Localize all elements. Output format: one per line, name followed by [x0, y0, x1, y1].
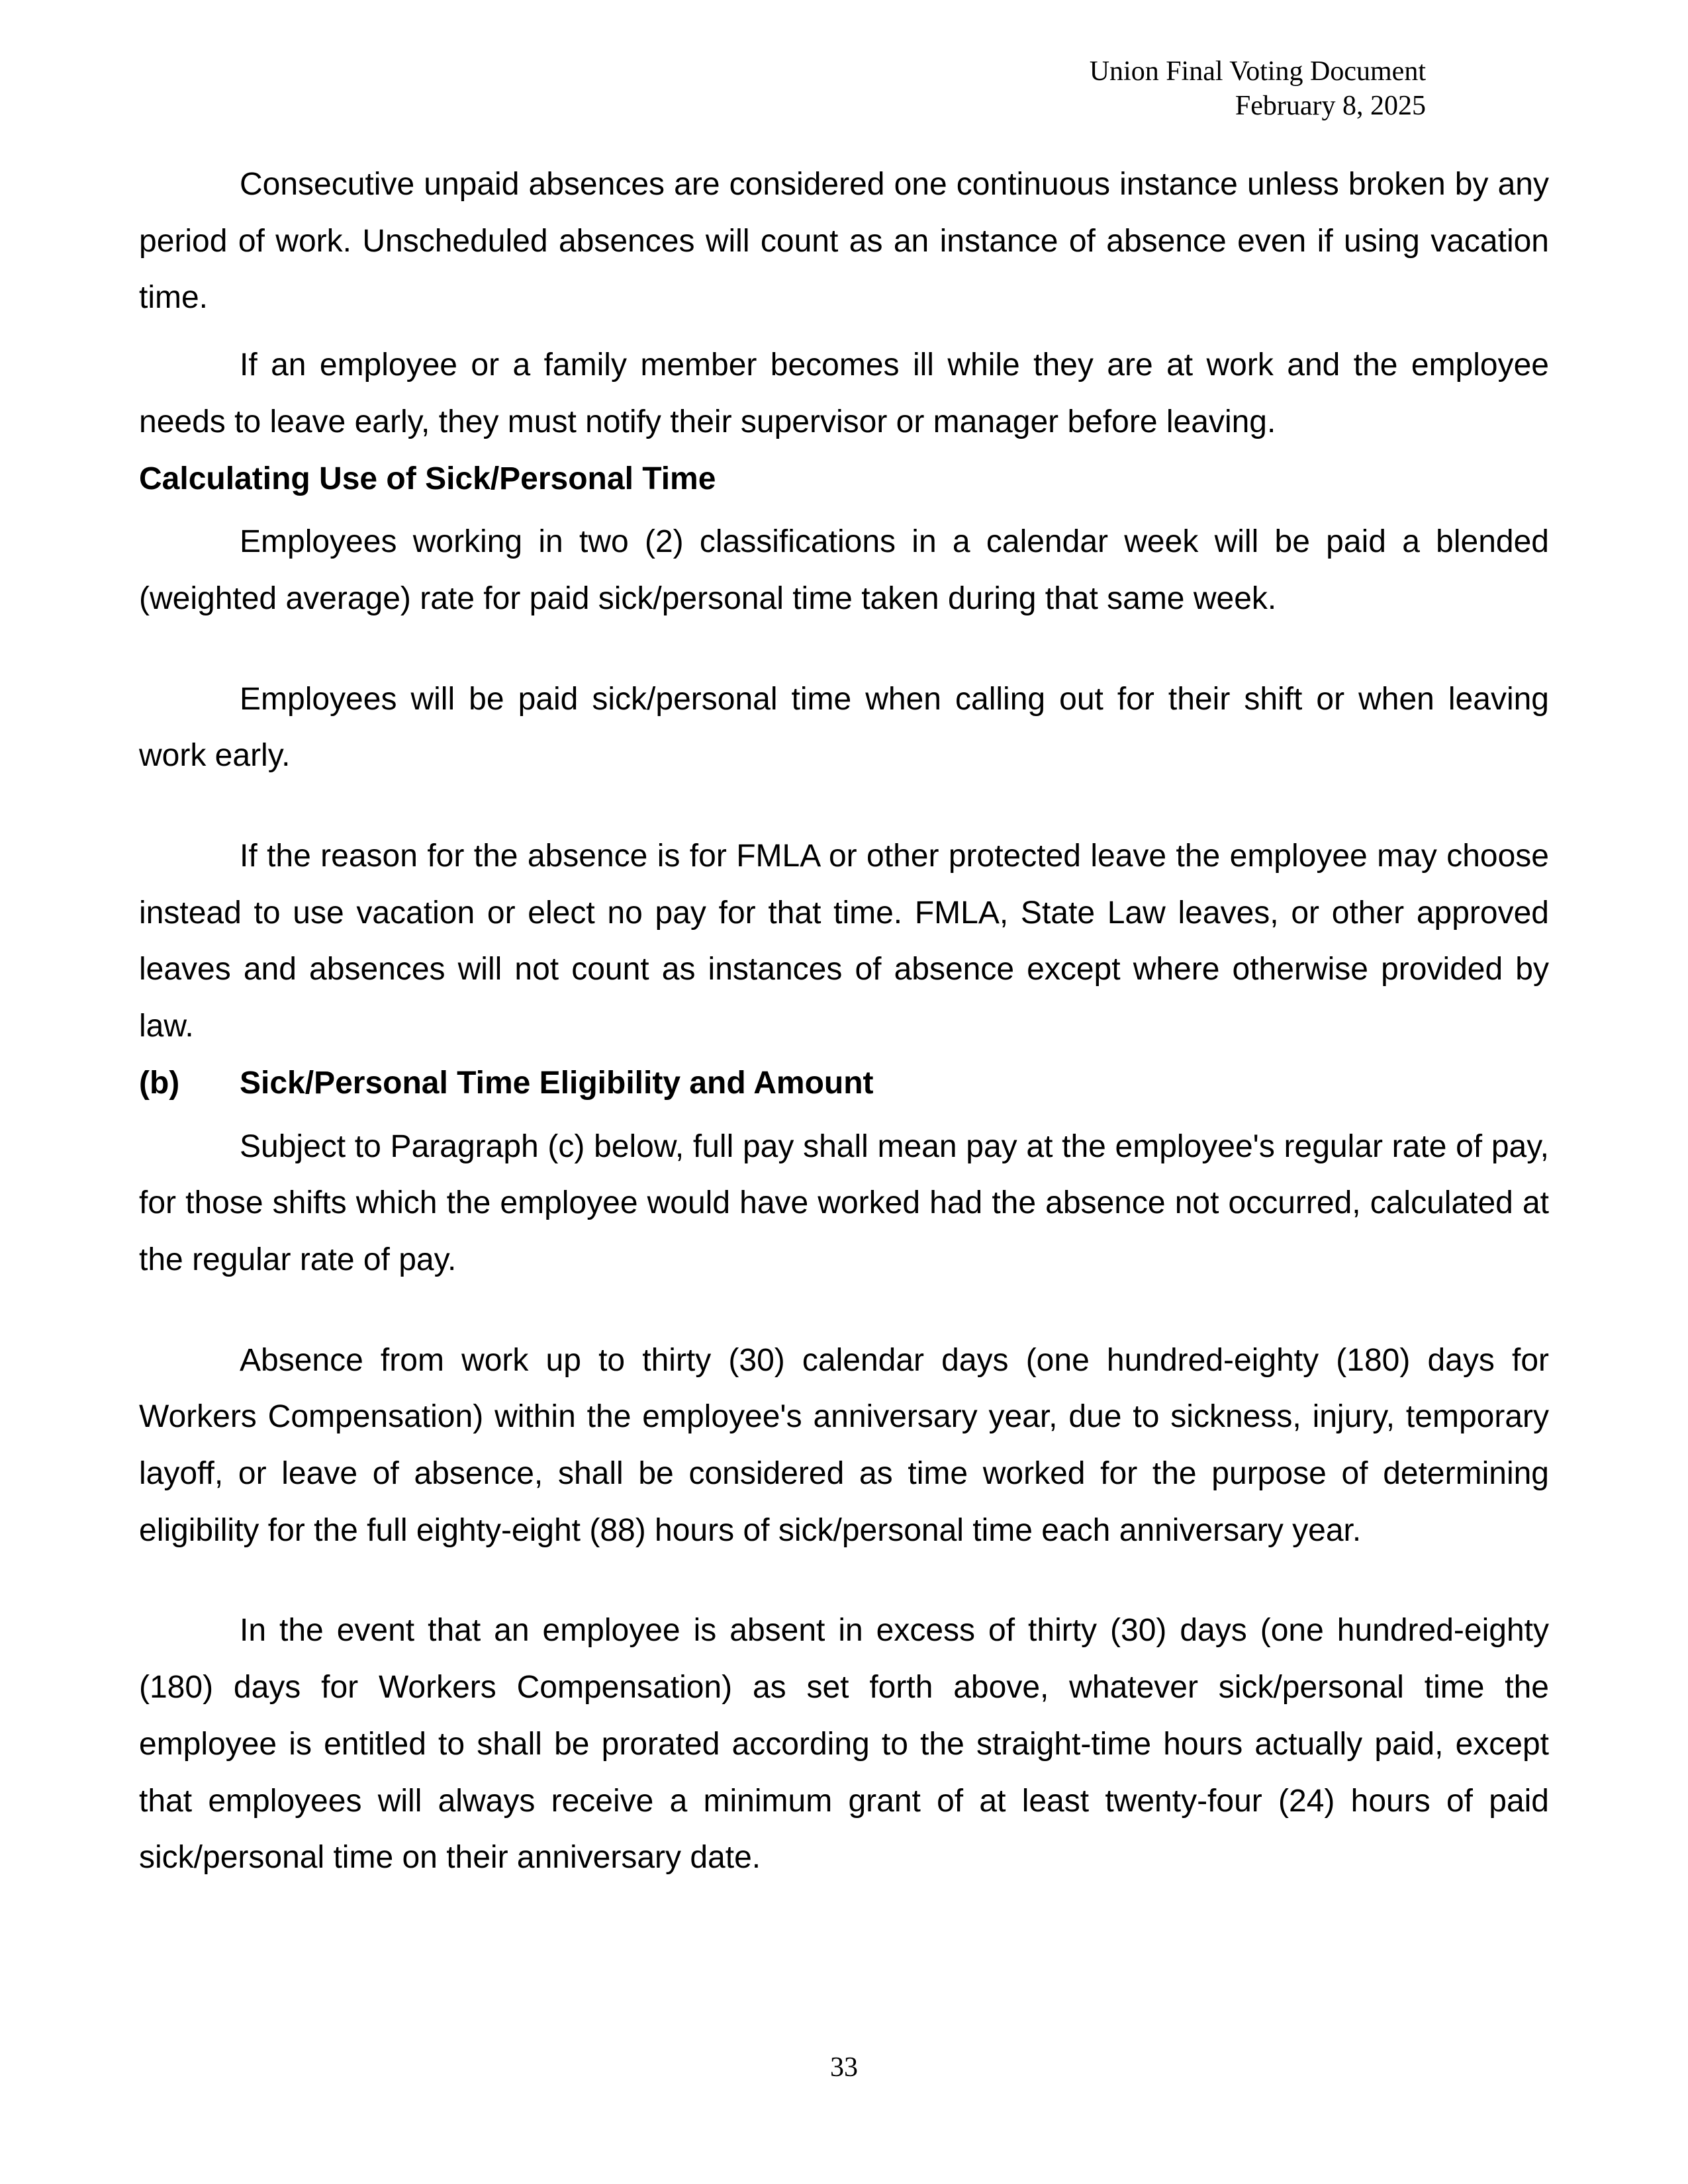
section-number: (b)	[139, 1065, 180, 1101]
page-number: 33	[830, 2052, 858, 2083]
section-heading-eligibility	[139, 1055, 1549, 1112]
paragraph-absence-thirty-days: Absence from work up to thirty (30) calendar days (one hundred-eighty (180) days for Workers Compensation) within the employee's anniversary year, due to sickness, injury, temporary layoff, or leave of absence, shall be considered as time worked for the purpose of determining eligibility for the full eighty-eight (88) hours of sick/personal time each anniversary year.	[139, 1342, 1549, 1548]
paragraph-excess-absence: In the event that an employee is absent in excess of thirty (30) days (one hundred-eighty (180) days for Workers Compensation) as set forth above, whatever sick/personal time the employee is entitled to shall be prorated according to the straight-time hours actually paid, except that employees will always receive a minimum grant of at least twenty-four (24) hours of paid sick/personal time on their anniversary date.	[139, 1613, 1549, 1876]
paragraph-calling-out: Employees will be paid sick/personal time when calling out for their shift or when leaving work early.	[139, 681, 1549, 774]
document-body	[139, 156, 1549, 1886]
paragraph-blended-rate: Employees working in two (2) classifications in a calendar week will be paid a blended (weighted average) rate for paid sick/personal time taken during that same week.	[139, 524, 1549, 616]
paragraph-full-pay: Subject to Paragraph (c) below, full pay shall mean pay at the employee's regular rate of pay, for those shifts which the employee would have worked had the absence not occurred, calculated at the regular rate of pay.	[139, 1128, 1549, 1277]
paragraph-ill-at-work: If an employee or a family member becomes ill while they are at work and the employee needs to leave early, they must notify their supervisor or manager before leaving.	[139, 347, 1549, 439]
paragraph-consecutive-absences: Consecutive unpaid absences are considered one continuous instance unless broken by any period of work. Unscheduled absences will count as an instance of absence even if using vacation time.	[139, 167, 1549, 316]
section-heading-calculating: Calculating Use of Sick/Personal Time	[139, 461, 716, 496]
paragraph-fmla: If the reason for the absence is for FMLA or other protected leave the employee may choose instead to use vacation or elect no pay for that time. FMLA, State Law leaves, or other approved leaves and absences will not count as instances of absence except where otherwise provided by law.	[139, 839, 1549, 1044]
header-title: Union Final Voting Document	[1089, 56, 1426, 87]
header-date: February 8, 2025	[1235, 91, 1426, 121]
document-header	[1090, 54, 1426, 123]
section-title: Sick/Personal Time Eligibility and Amount	[240, 1065, 874, 1101]
